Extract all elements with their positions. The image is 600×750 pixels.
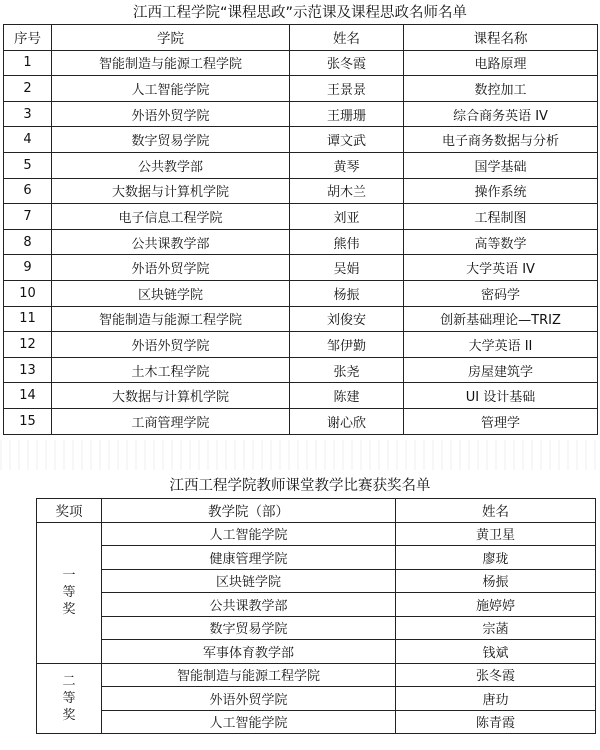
row-college: 人工智能学院 bbox=[102, 522, 396, 546]
row-index: 10 bbox=[4, 280, 52, 306]
header-college: 学院 bbox=[52, 25, 290, 51]
table-row bbox=[4, 306, 598, 332]
award-level-char: 奖 bbox=[62, 602, 76, 617]
row-college: 外语外贸学院 bbox=[102, 687, 396, 711]
row-index: 15 bbox=[4, 408, 52, 434]
row-index: 4 bbox=[4, 127, 52, 153]
row-teacher: 陈建 bbox=[290, 383, 404, 409]
row-teacher: 杨振 bbox=[396, 569, 596, 593]
row-course: 大学英语 IV bbox=[404, 255, 598, 281]
row-course: 高等数学 bbox=[404, 229, 598, 255]
award-level-cell bbox=[37, 522, 102, 663]
row-college: 军事体育教学部 bbox=[102, 640, 396, 664]
row-college: 大数据与计算机学院 bbox=[52, 178, 290, 204]
table-row bbox=[4, 178, 598, 204]
row-teacher: 王景景 bbox=[290, 76, 404, 102]
row-teacher: 宗菡 bbox=[396, 616, 596, 640]
table-row bbox=[37, 663, 596, 687]
award-level-char: 二 bbox=[62, 673, 76, 689]
row-college: 外语外贸学院 bbox=[52, 255, 290, 281]
row-index: 3 bbox=[4, 101, 52, 127]
row-teacher: 谭文武 bbox=[290, 127, 404, 153]
table-row bbox=[4, 229, 598, 255]
row-course: 电子商务数据与分析 bbox=[404, 127, 598, 153]
table-row bbox=[37, 640, 596, 664]
header-index: 序号 bbox=[4, 25, 52, 51]
row-college: 人工智能学院 bbox=[102, 710, 396, 734]
row-teacher: 黄琴 bbox=[290, 152, 404, 178]
row-course: 工程制图 bbox=[404, 204, 598, 230]
row-college: 智能制造与能源工程学院 bbox=[52, 50, 290, 76]
row-teacher: 邹伊勤 bbox=[290, 332, 404, 358]
award-level-char: 等 bbox=[62, 585, 76, 600]
row-index: 2 bbox=[4, 76, 52, 102]
row-index: 11 bbox=[4, 306, 52, 332]
row-college: 智能制造与能源工程学院 bbox=[52, 306, 290, 332]
table-row bbox=[4, 101, 598, 127]
table-row bbox=[4, 127, 598, 153]
row-teacher: 唐玏 bbox=[396, 687, 596, 711]
row-teacher: 胡木兰 bbox=[290, 178, 404, 204]
row-teacher: 张冬霞 bbox=[396, 663, 596, 687]
row-college: 大数据与计算机学院 bbox=[52, 383, 290, 409]
row-teacher: 熊伟 bbox=[290, 229, 404, 255]
row-course: 综合商务英语 IV bbox=[404, 101, 598, 127]
table-row bbox=[37, 569, 596, 593]
row-college: 外语外贸学院 bbox=[52, 101, 290, 127]
row-teacher: 谢心欣 bbox=[290, 408, 404, 434]
row-college: 区块链学院 bbox=[102, 569, 396, 593]
row-teacher: 张冬霞 bbox=[290, 50, 404, 76]
header-award: 奖项 bbox=[37, 499, 102, 523]
row-index: 8 bbox=[4, 229, 52, 255]
row-course: 数控加工 bbox=[404, 76, 598, 102]
award-level-char: 一 bbox=[62, 568, 76, 583]
table-row bbox=[37, 616, 596, 640]
row-teacher: 刘俊安 bbox=[290, 306, 404, 332]
table1-title: 江西工程学院“课程思政”示范课及课程思政名师名单 bbox=[132, 5, 468, 21]
row-teacher: 刘亚 bbox=[290, 204, 404, 230]
row-college: 电子信息工程学院 bbox=[52, 204, 290, 230]
row-course: 房屋建筑学 bbox=[404, 357, 598, 383]
row-teacher: 廖珑 bbox=[396, 546, 596, 570]
header-college: 教学院（部） bbox=[102, 499, 396, 523]
row-college: 智能制造与能源工程学院 bbox=[102, 663, 396, 687]
header-name: 姓名 bbox=[396, 499, 596, 523]
table-row bbox=[4, 76, 598, 102]
table-row bbox=[4, 383, 598, 409]
row-teacher: 杨振 bbox=[290, 280, 404, 306]
row-teacher: 钱斌 bbox=[396, 640, 596, 664]
table-header-row bbox=[4, 25, 598, 51]
table-row bbox=[37, 593, 596, 617]
row-course: 国学基础 bbox=[404, 152, 598, 178]
award-level-cell bbox=[37, 663, 102, 734]
row-index: 5 bbox=[4, 152, 52, 178]
table-row bbox=[37, 710, 596, 734]
row-college: 人工智能学院 bbox=[52, 76, 290, 102]
row-index: 14 bbox=[4, 383, 52, 409]
table-row bbox=[4, 357, 598, 383]
table-row bbox=[37, 522, 596, 546]
row-college: 区块链学院 bbox=[52, 280, 290, 306]
row-college: 公共课教学部 bbox=[52, 229, 290, 255]
row-college: 数字贸易学院 bbox=[52, 127, 290, 153]
row-course: 操作系统 bbox=[404, 178, 598, 204]
row-course: 创新基础理论—TRIZ bbox=[404, 306, 598, 332]
row-teacher: 陈青霞 bbox=[396, 710, 596, 734]
row-course: UI 设计基础 bbox=[404, 383, 598, 409]
table-row bbox=[4, 50, 598, 76]
scan-artifact bbox=[0, 440, 600, 470]
row-college: 外语外贸学院 bbox=[52, 332, 290, 358]
table-row bbox=[4, 332, 598, 358]
row-college: 土木工程学院 bbox=[52, 357, 290, 383]
demo-course-table bbox=[3, 24, 598, 435]
table-row bbox=[4, 255, 598, 281]
table-header-row bbox=[37, 499, 596, 523]
row-college: 健康管理学院 bbox=[102, 546, 396, 570]
row-college: 公共教学部 bbox=[52, 152, 290, 178]
row-index: 12 bbox=[4, 332, 52, 358]
table-row bbox=[37, 687, 596, 711]
row-teacher: 施婷婷 bbox=[396, 593, 596, 617]
row-teacher: 王珊珊 bbox=[290, 101, 404, 127]
table2-title: 江西工程学院教师课堂教学比赛获奖名单 bbox=[169, 478, 431, 494]
award-table bbox=[36, 498, 596, 734]
row-index: 7 bbox=[4, 204, 52, 230]
table-row bbox=[4, 280, 598, 306]
row-index: 1 bbox=[4, 50, 52, 76]
row-college: 数字贸易学院 bbox=[102, 616, 396, 640]
table-row bbox=[4, 152, 598, 178]
row-course: 大学英语 II bbox=[404, 332, 598, 358]
row-course: 管理学 bbox=[404, 408, 598, 434]
table-row bbox=[4, 204, 598, 230]
row-index: 6 bbox=[4, 178, 52, 204]
row-college: 工商管理学院 bbox=[52, 408, 290, 434]
row-college: 公共课教学部 bbox=[102, 593, 396, 617]
row-index: 13 bbox=[4, 357, 52, 383]
table-row bbox=[4, 408, 598, 434]
row-teacher: 张尧 bbox=[290, 357, 404, 383]
row-course: 密码学 bbox=[404, 280, 598, 306]
row-teacher: 黄卫星 bbox=[396, 522, 596, 546]
award-level-char: 奖 bbox=[62, 707, 76, 723]
table-row bbox=[37, 546, 596, 570]
row-course: 电路原理 bbox=[404, 50, 598, 76]
header-course: 课程名称 bbox=[404, 25, 598, 51]
award-level-char: 等 bbox=[62, 690, 76, 706]
row-index: 9 bbox=[4, 255, 52, 281]
header-name: 姓名 bbox=[290, 25, 404, 51]
row-teacher: 吴娟 bbox=[290, 255, 404, 281]
